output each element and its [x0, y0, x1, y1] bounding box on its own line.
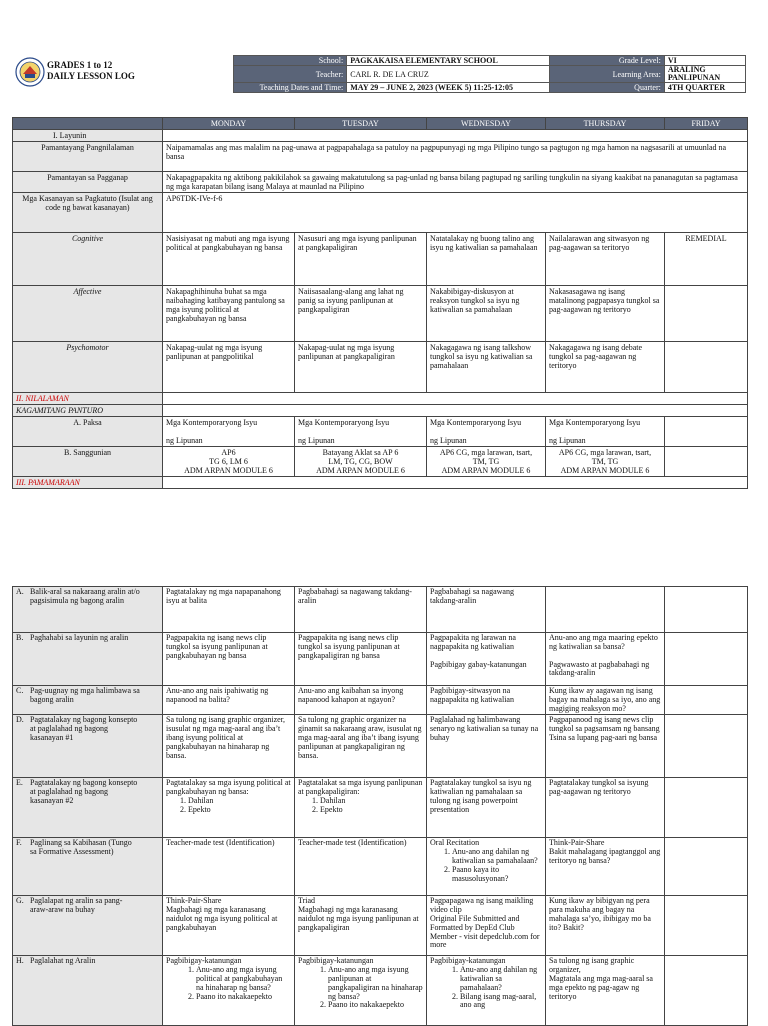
row-b-wednesday: Pagpapakita ng larawan na nagpapakita ng katiwalian Pagbibigay gabay-katanungan [427, 633, 546, 686]
layunin-label: I. Layunin [13, 130, 163, 142]
quarter-label: Quarter: [549, 83, 664, 93]
affective-label: Affective [13, 286, 163, 342]
teacher-value: CARL R. DE LA CRUZ [347, 66, 549, 83]
kasanayan-label: Mga Kasanayan sa Pagkatuto (Isulat ang code ng bawat kasanayan) [13, 193, 163, 233]
row-e-thursday: Pagtatalakay tungkol sa isyung pag-aagawan ng teritoryo [546, 778, 665, 838]
row-a-tuesday: Pagbabahagi sa nagawang takdang-aralin [295, 587, 427, 633]
pamantayang-text: Naipamamalas ang mas malalim na pag-unawa at pagpapahalaga sa patuloy na pagpupunyagi ng mga Pilipino tungo sa pagtugon ng mga hamon na nagsasarili at umuunlad na bansa [163, 142, 748, 172]
sanggunian-wednesday: AP6 CG, mga larawan, tsart, TM, TG ADM ARPAN MODULE 6 [427, 447, 546, 477]
sanggunian-label: B. Sanggunian [13, 447, 163, 477]
dates-label: Teaching Dates and Time: [234, 83, 347, 93]
school-value: PAGKAKAISA ELEMENTARY SCHOOL [347, 56, 549, 66]
row-g-tuesday: Triad Magbahagi ng mga karanasang naidulot ng mga isyung panlipunan at pangkapaligiran [295, 896, 427, 956]
day-friday: FRIDAY [665, 118, 748, 130]
paksa-label: A. Paksa [13, 417, 163, 447]
row-e-monday: Pagtatalakay sa mga isyung political at pangkabuhayan ng bansa: 1. Dahilan 2. Epekto [163, 778, 295, 838]
pamantayang-label: Pamantayang Pangnilalaman [13, 142, 163, 172]
row-d-monday: Sa tulong ng isang graphic organizer, isusulat ng mga mag-aaral ang iba’t ibang isyung political at pangkabuhayan na hinaharap ng bansa. [163, 715, 295, 778]
affective-thursday: Nakasasagawa ng isang matalinong pagpapasya tungkol sa pag-aagawan ng teritoryo [546, 286, 665, 342]
row-c-thursday: Kung ikaw ay aagawan ng isang bagay na mahalaga sa iyo, ano ang magiging reaksyon mo? [546, 686, 665, 715]
row-c-tuesday: Anu-ano ang kaibahan sa inyong napanood kahapon at ngayon? [295, 686, 427, 715]
teacher-label: Teacher: [234, 66, 347, 83]
row-d-tuesday: Sa tulong ng graphic organizer na ginamit sa nakaraang araw, isusulat ng mga mag-aaral ang iba’t ibang isyung panlipunan at pangkapaligiran ng bansa. [295, 715, 427, 778]
affective-tuesday: Naiisasaalang-alang ang lahat ng panig sa isyung panlipunan at pangkapaligiran [295, 286, 427, 342]
sanggunian-monday: AP6 TG 6, LM 6 ADM ARPAN MODULE 6 [163, 447, 295, 477]
psychomotor-monday: Nakapag-uulat ng mga isyung panlipunan at pangpolitikal [163, 342, 295, 393]
affective-wednesday: Nakabibigay-diskusyon at reaksyon tungkol sa isyu ng katiwalian sa pamahalaan [427, 286, 546, 342]
quarter-value: 4TH QUARTER [664, 83, 745, 93]
psychomotor-thursday: Nakagagawa ng isang debate tungkol sa pag-aagawan ng teritoryo [546, 342, 665, 393]
row-f-label: F. Paglinang sa Kabihasan (Tungo sa Formative Assessment) [13, 838, 163, 896]
kasanayan-code: AP6TDK-IVe-f-6 [163, 193, 748, 233]
grade-value: VI [664, 56, 745, 66]
row-h-wednesday: Pagbibigay-katanungan 1. Anu-ano ang dahilan ng katiwalian sa pamahalaan? 2. Bilang isang mag-aaral, ano ang [427, 956, 546, 1026]
row-a-monday: Pagtatalakay ng mga napapanahong isyu at balita [163, 587, 295, 633]
row-b-label: B. Paghahabi sa layunin ng aralin [13, 633, 163, 686]
row-a-label: A. Balik-aral sa nakaraang aralin at/o pagsisimula ng bagong aralin [13, 587, 163, 633]
sanggunian-thursday: AP6 CG, mga larawan, tsart, TM, TG ADM ARPAN MODULE 6 [546, 447, 665, 477]
title-dll: DAILY LESSON LOG [47, 71, 135, 81]
title-grades: GRADES 1 to 12 [47, 60, 113, 70]
day-tuesday: TUESDAY [295, 118, 427, 130]
pamamaraan-label: III. PAMAMARAAN [13, 477, 163, 489]
affective-monday: Nakapaghihinuha buhat sa mga naibahaging katibayang pantulong sa mga isyung political at pangkabuhayan ng bansa [163, 286, 295, 342]
row-h-thursday: Sa tulong ng isang graphic organizer, Magtatala ang mga mag-aaral sa mga epekto ng pag-agaw ng teritoryo [546, 956, 665, 1026]
day-thursday: THURSDAY [546, 118, 665, 130]
row-g-wednesday: Pagpapagawa ng isang maikling video clip Original File Submitted and Formatted by DepEd Club Member - visit depedclub.com for more [427, 896, 546, 956]
nilalaman-label: II. NILALAMAN [13, 393, 163, 405]
header-info-table [233, 55, 746, 93]
lesson-table-top [12, 117, 748, 489]
day-wednesday: WEDNESDAY [427, 118, 546, 130]
row-g-thursday: Kung ikaw ay bibigyan ng pera para makuha ang bagay na mahalaga sa’yo, ibibigay mo ba ito? Bakit? [546, 896, 665, 956]
school-label: School: [234, 56, 347, 66]
row-e-label: E. Pagtatalakay ng bagong konsepto at paglalahad ng bagong kasanayan #2 [13, 778, 163, 838]
psychomotor-wednesday: Nakagagawa ng isang talkshow tungkol sa isyu ng katiwalian sa pamahalaan [427, 342, 546, 393]
row-h-label: H. Paglalahat ng Aralin [13, 956, 163, 1026]
lesson-table-bottom [12, 586, 748, 1026]
row-c-label: C. Pag-uugnay ng mga halimbawa sa bagong aralin [13, 686, 163, 715]
row-e-wednesday: Pagtatalakay tungkol sa isyu ng katiwalian ng pamahalaan sa tulong ng isang powerpoint presentation [427, 778, 546, 838]
area-label: Learning Area: [549, 66, 664, 83]
paksa-monday: Mga Kontemporaryong Isyu ng Lipunan [163, 417, 295, 447]
log-title [47, 60, 135, 82]
psychomotor-tuesday: Nakapag-uulat ng mga isyung panlipunan at pangkapaligiran [295, 342, 427, 393]
row-b-monday: Pagpapakita ng isang news clip tungkol sa isyung panlipunan at pangkabuhayan ng bansa [163, 633, 295, 686]
cognitive-monday: Nasisiyasat ng mabuti ang mga isyung political at pangkabuhayan ng bansa [163, 233, 295, 286]
row-b-thursday: Anu-ano ang mga maaring epekto ng katiwalian sa bansa? Pagwawasto at pagbabahagi ng takdang-aralin [546, 633, 665, 686]
row-f-monday: Teacher-made test (Identification) [163, 838, 295, 896]
row-g-monday: Think-Pair-Share Magbahagi ng mga karanasang naidulot ng mga isyung political at pangkabuhayan [163, 896, 295, 956]
paksa-tuesday: Mga Kontemporaryong Isyu ng Lipunan [295, 417, 427, 447]
pagganap-label: Pamantayan sa Pagganap [13, 172, 163, 193]
grade-label: Grade Level: [549, 56, 664, 66]
area-value: ARALING PANLIPUNAN [664, 66, 745, 83]
row-c-monday: Anu-ano ang nais ipahiwatig ng napanood na balita? [163, 686, 295, 715]
sanggunian-tuesday: Batayang Aklat sa AP 6 LM, TG, CG, BOW ADM ARPAN MODULE 6 [295, 447, 427, 477]
row-g-label: G. Paglalapat ng aralin sa pang-araw-araw na buhay [13, 896, 163, 956]
row-h-monday: Pagbibigay-katanungan 1. Anu-ano ang mga isyung political at pangkabuhayan na hinaharap ng bansa? 2. Paano ito nakakaepekto [163, 956, 295, 1026]
cognitive-label: Cognitive [13, 233, 163, 286]
row-d-thursday: Pagpapanood ng isang news clip tungkol sa pagsamsam ng bansang Tsina sa lupang pag-aari ng bansa [546, 715, 665, 778]
paksa-wednesday: Mga Kontemporaryong Isyu ng Lipunan [427, 417, 546, 447]
cognitive-friday: REMEDIAL [665, 233, 748, 286]
cognitive-tuesday: Nasusuri ang mga isyung panlipunan at pangkapaligiran [295, 233, 427, 286]
psychomotor-label: Psychomotor [13, 342, 163, 393]
row-b-tuesday: Pagpapakita ng isang news clip tungkol sa isyung panlipunan at pangkapaligiran ng bansa [295, 633, 427, 686]
cognitive-thursday: Nailalarawan ang sitwasyon ng pag-aagawan sa teritoryo [546, 233, 665, 286]
row-f-wednesday: Oral Recitation 1. Anu-ano ang dahilan ng katiwalian sa pamahalaan? 2. Paano kaya ito masusolusyonan? [427, 838, 546, 896]
pagganap-text: Nakapagpapakita ng aktibong pakikilahok sa gawaing makatutulong sa pag-unlad ng bansa bilang pagtupad ng sariling tungkulin na siyang kaakibat na pananagutan sa pagtamasa ng mga karapatan bilang isang Malaya at maunlad na Pilipino [163, 172, 748, 193]
row-a-wednesday: Pagbabahagi sa nagawang takdang-aralin [427, 587, 546, 633]
row-d-wednesday: Paglalahad ng halimbawang senaryo ng katiwalian sa tunay na buhay [427, 715, 546, 778]
deped-seal-icon [15, 57, 45, 87]
kagamitan-label: KAGAMITANG PANTURO [13, 405, 163, 417]
row-d-label: D. Pagtatalakay ng bagong konsepto at paglalahad ng bagong kasanayan #1 [13, 715, 163, 778]
paksa-thursday: Mga Kontemporaryong Isyu ng Lipunan [546, 417, 665, 447]
row-f-tuesday: Teacher-made test (Identification) [295, 838, 427, 896]
day-monday: MONDAY [163, 118, 295, 130]
row-e-tuesday: Pagtatalakat sa mga isyung panlipunan at pangkapaligiran: 1. Dahilan 2. Epekto [295, 778, 427, 838]
cognitive-wednesday: Natatalakay ng buong talino ang isyu ng katiwalian sa pamahalaan [427, 233, 546, 286]
row-c-wednesday: Pagbibigay-sitwasyon na nagpapakita ng katiwalian [427, 686, 546, 715]
dates-value: MAY 29 – JUNE 2, 2023 (WEEK 5) 11:25-12:05 [347, 83, 549, 93]
row-f-thursday: Think-Pair-Share Bakit mahalagang ipagtanggol ang teritoryo ng bansa? [546, 838, 665, 896]
row-h-tuesday: Pagbibigay-katanungan 1. Anu-ano ang mga isyung panlipunan at pangkapaligiran na hinaharap ng bansa? 2. Paano ito nakakaepekto [295, 956, 427, 1026]
